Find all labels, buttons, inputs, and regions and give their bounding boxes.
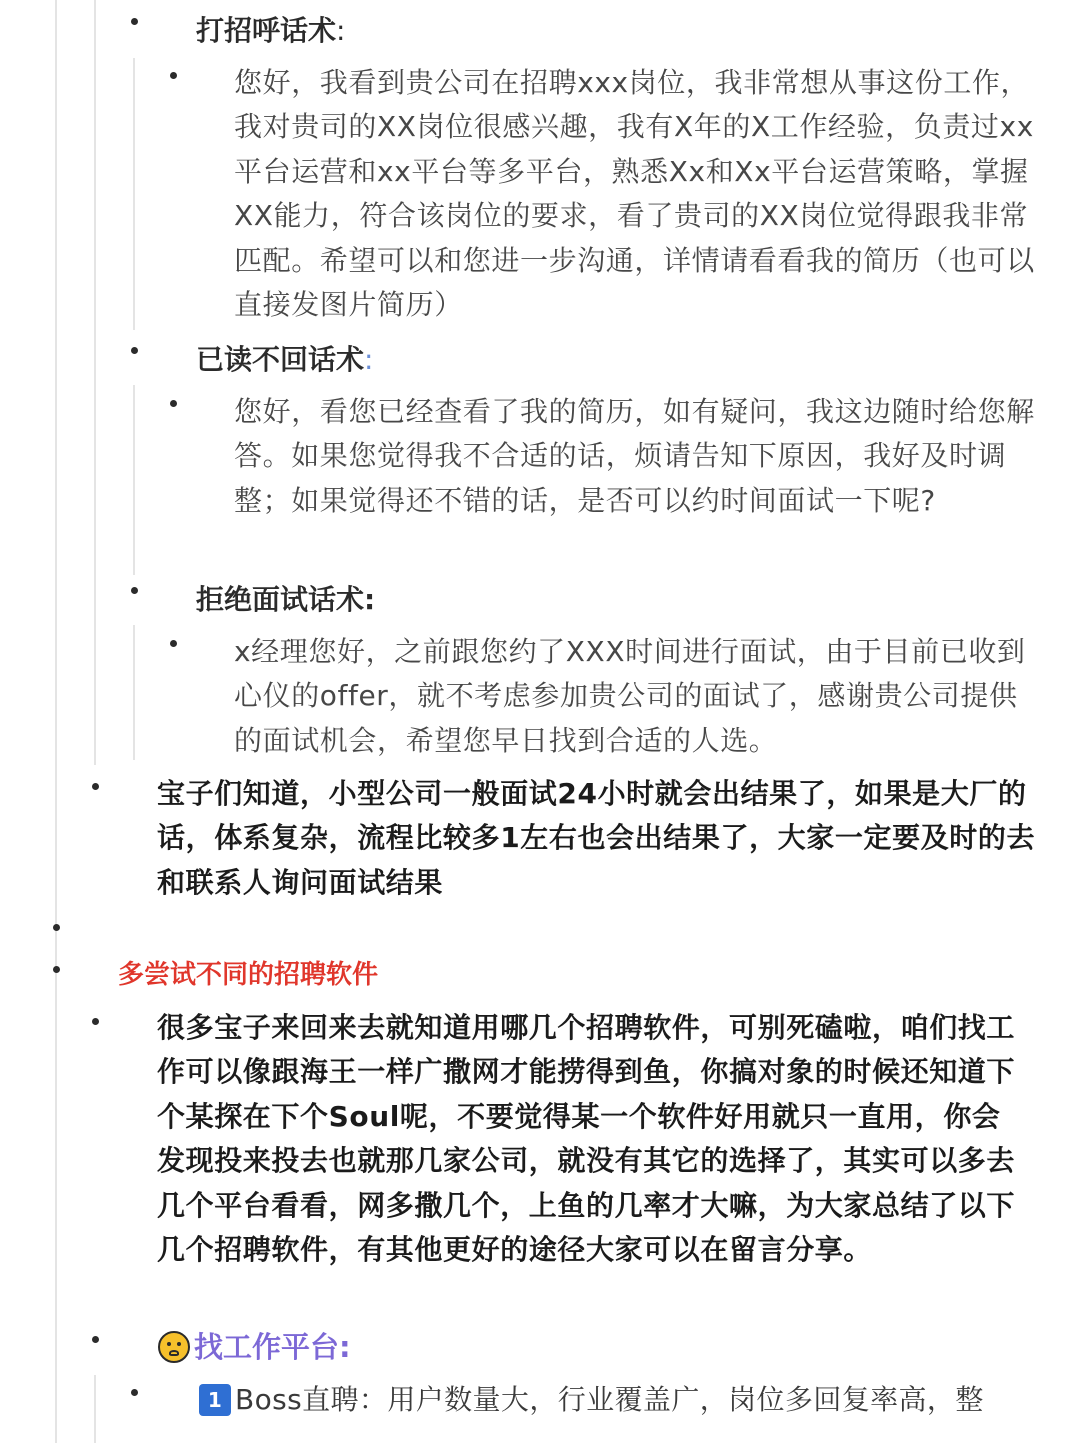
bullet — [170, 72, 177, 79]
greeting-heading-text: 打招呼话术 — [196, 14, 337, 47]
decline-text: x经理您好，之前跟您约了XXX时间进行面试，由于目前已收到心仪的offer，就不考虑参加贵公司的面试了，感谢贵公司提供的面试机会，希望您早日找到合适的人选。 — [234, 635, 1026, 757]
bullet — [92, 1336, 99, 1343]
bullet — [131, 1389, 138, 1396]
read-no-reply-heading-colon: : — [364, 343, 374, 376]
pleading-face-icon — [158, 1331, 190, 1363]
platform-heading-text: 找工作平台: — [194, 1330, 351, 1364]
read-no-reply-heading-text: 已读不回话术 — [196, 343, 365, 376]
bullet — [131, 347, 138, 354]
bullet — [170, 400, 177, 407]
bullet — [53, 966, 60, 973]
result-note: 宝子们知道，小型公司一般面试24小时就会出结果了，如果是大厂的话，体系复杂，流程比较多1左右也会出结果了，大家一定要及时的去和联系人询问面试结果 — [157, 777, 1036, 899]
indent-guide-inner-1 — [133, 58, 135, 330]
read-no-reply-text: 您好，看您已经查看了我的简历，如有疑问，我这边随时给您解答。如果您觉得我不合适的话，烦请告知下原因，我好及时调整；如果觉得还不错的话，是否可以约时间面试一下呢? — [234, 395, 1035, 517]
indent-guide-outer — [55, 0, 57, 1443]
bullet — [131, 587, 138, 594]
greeting-text: 您好，我看到贵公司在招聘xxx岗位，我非常想从事这份工作，我对贵司的XX岗位很感兴趣，我有X年的X工作经验，负责过xx平台运营和xx平台等多平台，熟悉Xx和Xx平台运营策略，掌握XX能力，符合该岗位的要求，看了贵司的XX岗位觉得跟我非常匹配。希望可以和您进一步沟通，详情请看看我的简历（也可以直接发图片简历） — [234, 66, 1035, 322]
try-apps-text: 很多宝子来回来去就知道用哪几个招聘软件，可别死磕啦，咱们找工作可以像跟海王一样广撒网才能捞得到鱼，你搞对象的时候还知道下个某探在下个Soul呢，不要觉得某一个软件好用就只一直用，你会发现投来投去也就那几家公司，就没有其它的选择了，其实可以多去几个平台看看，网多撒几个，上鱼的几率才大嘛，为大家总结了以下几个招聘软件，有其他更好的途径大家可以在留言分享。 — [157, 1011, 1016, 1267]
decline-heading: 拒绝面试话术: — [196, 583, 376, 616]
indent-guide-inner-2 — [133, 385, 135, 575]
indent-guide-mid — [94, 0, 96, 765]
bullet — [92, 783, 99, 790]
greeting-heading — [196, 9, 345, 53]
empty-bullet — [53, 924, 60, 931]
keycap-number-icon: 1 — [199, 1384, 231, 1416]
read-no-reply-heading — [196, 338, 373, 382]
greeting-heading-colon: : — [336, 14, 346, 47]
indent-guide-platforms — [94, 1375, 96, 1443]
indent-guide-inner-3 — [133, 625, 135, 760]
platform-item — [199, 1378, 984, 1422]
try-apps-heading: 多尝试不同的招聘软件 — [118, 960, 379, 990]
platform-heading — [158, 1325, 351, 1369]
bullet — [131, 18, 138, 25]
bullet — [170, 640, 177, 647]
bullet — [92, 1018, 99, 1025]
platform-item-text: Boss直聘：用户数量大，行业覆盖广，岗位多回复率高，整 — [235, 1383, 984, 1416]
